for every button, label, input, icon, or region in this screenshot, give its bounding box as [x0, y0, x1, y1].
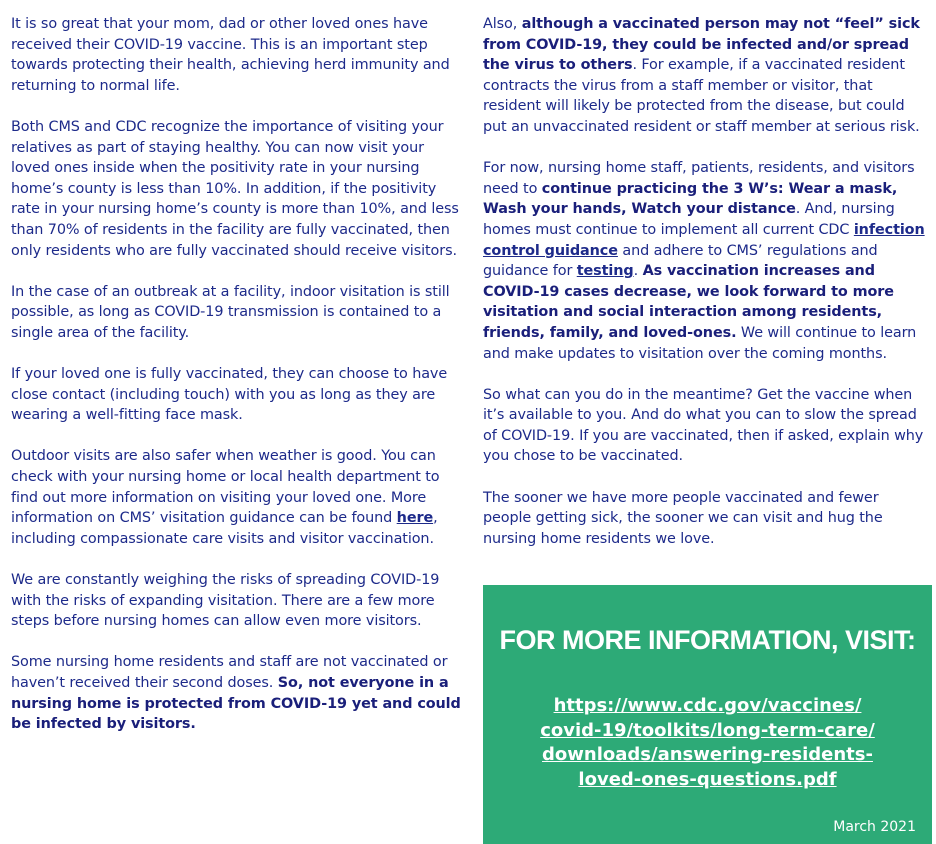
- text: and adhere to CMS’ regulations and guidance for: [483, 242, 878, 280]
- paragraph: [11, 652, 467, 734]
- paragraph: [11, 446, 467, 549]
- bold-text: continue practicing the 3 W’s: Wear a mask, Wash your hands, Watch your distance: [483, 180, 898, 218]
- bold-text: So, not everyone in a nursing home is protected from COVID-19 yet and could be infected by visitors.: [11, 675, 461, 733]
- infection-control-guidance-link[interactable]: infection control guidance: [483, 221, 925, 259]
- paragraph: Both CMS and CDC recognize the importance of visiting your relatives as part of staying healthy. You can now visit your loved ones inside when the positivity rate in your nursing home’s county is less than 10%. In addition, if the positivity rate in your nursing home’s county is more than 10%, and less than 70% of residents in the facility are fully vaccinated, then only residents who are fully vaccinated should receive visitors.: [11, 118, 459, 259]
- cms-visitation-guidance-link[interactable]: here: [396, 510, 434, 527]
- text: . And, nursing homes must continue to implement all current CDC: [483, 201, 895, 238]
- bold-text: although a vaccinated person may not “feel” sick from COVID-19, they could be infected and/or spread the virus to others: [483, 16, 920, 74]
- paragraph: If your loved one is fully vaccinated, they can choose to have close contact (including touch) with you as long as they are wearing a well-fitting face mask.: [11, 366, 448, 424]
- bold-text: As vaccination increases and COVID-19 cases decrease, we look forward to more visitation and social interaction among residents, friends, family, and loved-ones.: [483, 263, 894, 341]
- url-line: https://www.cdc.gov/vaccines/: [553, 695, 862, 716]
- url-line: loved-ones-questions.pdf: [578, 768, 837, 790]
- paragraph: We are constantly weighing the risks of spreading COVID-19 with the risks of expanding visitation. There are a few more steps before nursing homes can allow even more visitors.: [11, 572, 440, 630]
- text: . For example, if a vaccinated resident contracts the virus from a staff member or visitor, that resident will likely be protected from the disease, but could put an unvaccinated resident or staff member at serious risk.: [483, 57, 920, 135]
- text: Some nursing home residents and staff are not vaccinated or haven’t received their second doses.: [11, 654, 448, 691]
- text: .: [633, 263, 643, 280]
- info-box-title: FOR MORE INFORMATION, VISIT:: [499, 625, 916, 655]
- right-column: [483, 14, 931, 570]
- paragraph: It is so great that your mom, dad or other loved ones have received their COVID-19 vaccine. This is an important step towards protecting their health, achieving herd immunity and returning to normal life.: [11, 16, 450, 94]
- left-column: [11, 14, 467, 755]
- cdc-resource-link[interactable]: [503, 694, 912, 792]
- paragraph: [483, 158, 931, 364]
- url-line: covid-19/toolkits/long-term-care/: [540, 719, 875, 741]
- text: Outdoor visits are also safer when weather is good. You can check with your nursing home or local health department to find out more information on visiting your loved one. More information on CMS’ visitation guidance can be found: [11, 448, 440, 527]
- paragraph: In the case of an outbreak at a facility, indoor visitation is still possible, as long as COVID-19 transmission is contained to a single area of the facility.: [11, 283, 450, 341]
- url-line: downloads/answering-residents-: [542, 744, 873, 765]
- text: Also,: [483, 16, 522, 32]
- text: For now, nursing home staff, patients, residents, and visitors need to: [483, 160, 915, 197]
- text: , including compassionate care visits and visitor vaccination.: [11, 510, 438, 547]
- text: We will continue to learn and make updates to visitation over the coming months.: [483, 324, 917, 362]
- paragraph: So what can you do in the meantime? Get the vaccine when it’s available to you. And do what you can to slow the spread of COVID-19. If you are vaccinated, then if asked, explain why you chose to be vaccinated.: [483, 386, 924, 465]
- testing-link[interactable]: testing: [576, 263, 634, 280]
- publication-date: March 2021: [833, 819, 916, 835]
- more-information-box: [483, 585, 932, 844]
- paragraph: The sooner we have more people vaccinated and fewer people getting sick, the sooner we can visit and hug the nursing home residents we love.: [483, 489, 883, 547]
- paragraph: [483, 14, 931, 138]
